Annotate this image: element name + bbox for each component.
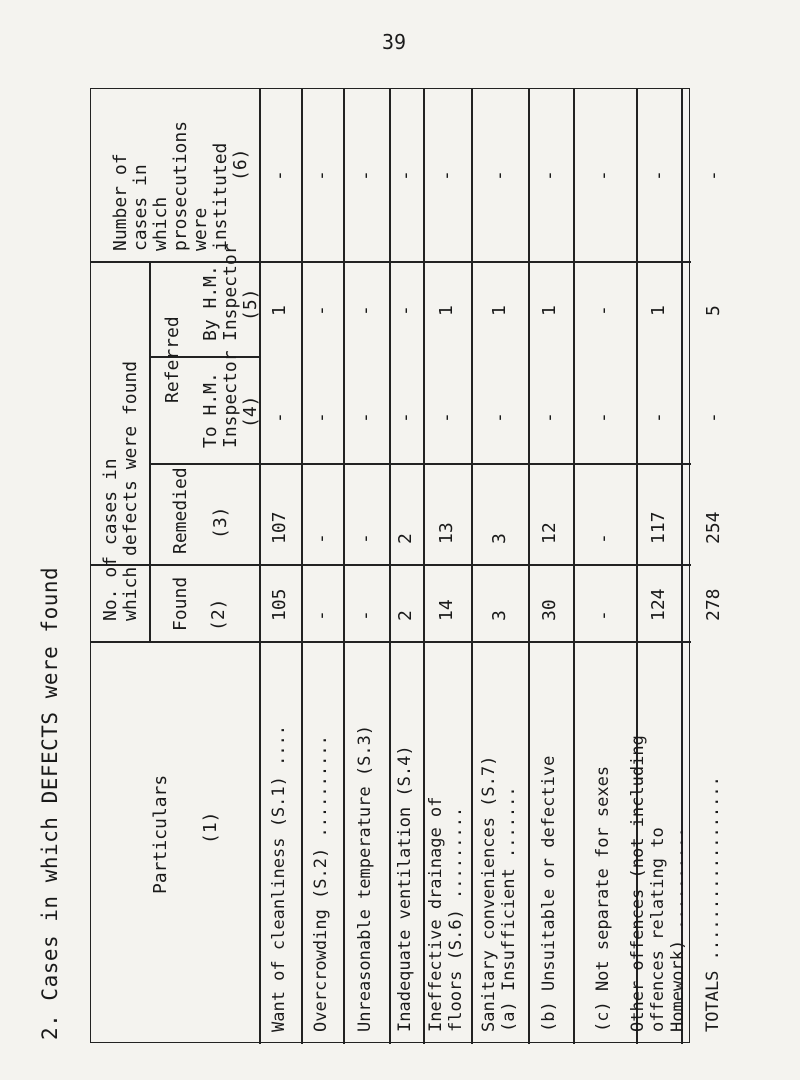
header-remedied: Remedied bbox=[170, 467, 191, 554]
table-rule bbox=[471, 89, 473, 1044]
header-col2: (2) bbox=[208, 598, 229, 631]
row-prosecutions: - bbox=[269, 170, 290, 181]
row-prosecutions: - bbox=[395, 170, 416, 181]
header-prosecutions: Number of cases in which prosecutions were instituted bbox=[110, 120, 231, 251]
row-found: 3 bbox=[489, 610, 510, 621]
row-found: - bbox=[311, 610, 332, 621]
header-col4: (4) bbox=[240, 395, 261, 428]
row-remedied: - bbox=[311, 533, 332, 544]
page-number: 39 bbox=[382, 30, 407, 54]
header-to-inspector: To H.M. Inspector bbox=[200, 350, 241, 448]
header-col3: (3) bbox=[210, 506, 231, 539]
row-found: 105 bbox=[269, 588, 290, 621]
row-label: Inadequate ventilation (S.4) bbox=[395, 745, 415, 1032]
row-by-inspector: 1 bbox=[436, 305, 457, 316]
row-label: Want of cleanliness (S.1) .... bbox=[269, 724, 289, 1032]
row-to-inspector: - bbox=[355, 412, 376, 423]
row-prosecutions: - bbox=[648, 170, 669, 181]
row-to-inspector: - bbox=[539, 412, 560, 423]
row-prosecutions: - bbox=[703, 170, 724, 181]
table-rule bbox=[573, 89, 575, 1044]
row-found: 30 bbox=[539, 599, 560, 621]
row-found: 14 bbox=[436, 599, 457, 621]
header-defects-group: No. of cases in which defects were found bbox=[100, 360, 141, 621]
table-rule bbox=[91, 641, 691, 643]
row-found: 278 bbox=[703, 588, 724, 621]
header-particulars: Particulars bbox=[150, 774, 171, 894]
row-remedied: 117 bbox=[648, 511, 669, 544]
row-to-inspector: - bbox=[489, 412, 510, 423]
defects-table bbox=[90, 88, 724, 1043]
table-rule bbox=[528, 89, 530, 1044]
table-rule bbox=[389, 89, 391, 1044]
row-by-inspector: - bbox=[311, 305, 332, 316]
row-to-inspector: - bbox=[395, 412, 416, 423]
table-rule bbox=[91, 564, 691, 566]
table-rule bbox=[343, 89, 345, 1044]
row-prosecutions: - bbox=[311, 170, 332, 181]
row-label: Ineffective drainage of floors (S.6) ......... bbox=[426, 796, 466, 1032]
row-to-inspector: - bbox=[648, 412, 669, 423]
row-prosecutions: - bbox=[355, 170, 376, 181]
row-by-inspector: - bbox=[593, 305, 614, 316]
row-by-inspector: 1 bbox=[648, 305, 669, 316]
row-prosecutions: - bbox=[436, 170, 457, 181]
header-col5: (5) bbox=[240, 288, 261, 321]
row-label: Unreasonable temperature (S.3) bbox=[355, 724, 375, 1032]
row-remedied: 3 bbox=[489, 533, 510, 544]
row-by-inspector: 5 bbox=[703, 305, 724, 316]
section-title: 2. Cases in which DEFECTS were found bbox=[38, 566, 62, 1040]
row-label: Overcrowding (S.2) .......... bbox=[311, 735, 331, 1032]
header-col6: (6) bbox=[230, 148, 251, 181]
row-to-inspector: - bbox=[269, 412, 290, 423]
row-prosecutions: - bbox=[539, 170, 560, 181]
table-rule bbox=[149, 261, 151, 641]
row-remedied: - bbox=[355, 533, 376, 544]
row-remedied: 2 bbox=[395, 533, 416, 544]
row-remedied: 107 bbox=[269, 511, 290, 544]
row-prosecutions: - bbox=[489, 170, 510, 181]
row-label: (b) Unsuitable or defective bbox=[539, 755, 559, 1032]
row-label: (c) Not separate for sexes bbox=[593, 765, 613, 1032]
row-label: Sanitary conveniences (S.7) (a) Insufficient ....... bbox=[479, 755, 519, 1032]
row-found: 124 bbox=[648, 588, 669, 621]
row-found: - bbox=[593, 610, 614, 621]
table-rule bbox=[423, 89, 425, 1044]
table-rule bbox=[149, 463, 691, 465]
table-rule bbox=[259, 89, 261, 1044]
row-found: - bbox=[355, 610, 376, 621]
row-to-inspector: - bbox=[703, 412, 724, 423]
row-prosecutions: - bbox=[593, 170, 614, 181]
row-remedied: - bbox=[593, 533, 614, 544]
row-remedied: 254 bbox=[703, 511, 724, 544]
row-label: TOTALS .................. bbox=[703, 776, 723, 1032]
row-remedied: 12 bbox=[539, 522, 560, 544]
table-rule bbox=[301, 89, 303, 1044]
header-by-inspector: By H.M. Inspector bbox=[200, 243, 241, 341]
header-referred: Referred bbox=[162, 316, 183, 403]
row-by-inspector: 1 bbox=[269, 305, 290, 316]
row-by-inspector: - bbox=[395, 305, 416, 316]
row-by-inspector: 1 bbox=[489, 305, 510, 316]
row-to-inspector: - bbox=[436, 412, 457, 423]
row-by-inspector: - bbox=[355, 305, 376, 316]
row-by-inspector: 1 bbox=[539, 305, 560, 316]
row-label: Other offences (not including offences relating to Homework) .......... bbox=[628, 735, 688, 1032]
row-to-inspector: - bbox=[593, 412, 614, 423]
header-col1: (1) bbox=[200, 811, 221, 844]
table-rule bbox=[91, 261, 691, 263]
row-to-inspector: - bbox=[311, 412, 332, 423]
header-found: Found bbox=[170, 576, 191, 631]
row-remedied: 13 bbox=[436, 522, 457, 544]
row-found: 2 bbox=[395, 610, 416, 621]
